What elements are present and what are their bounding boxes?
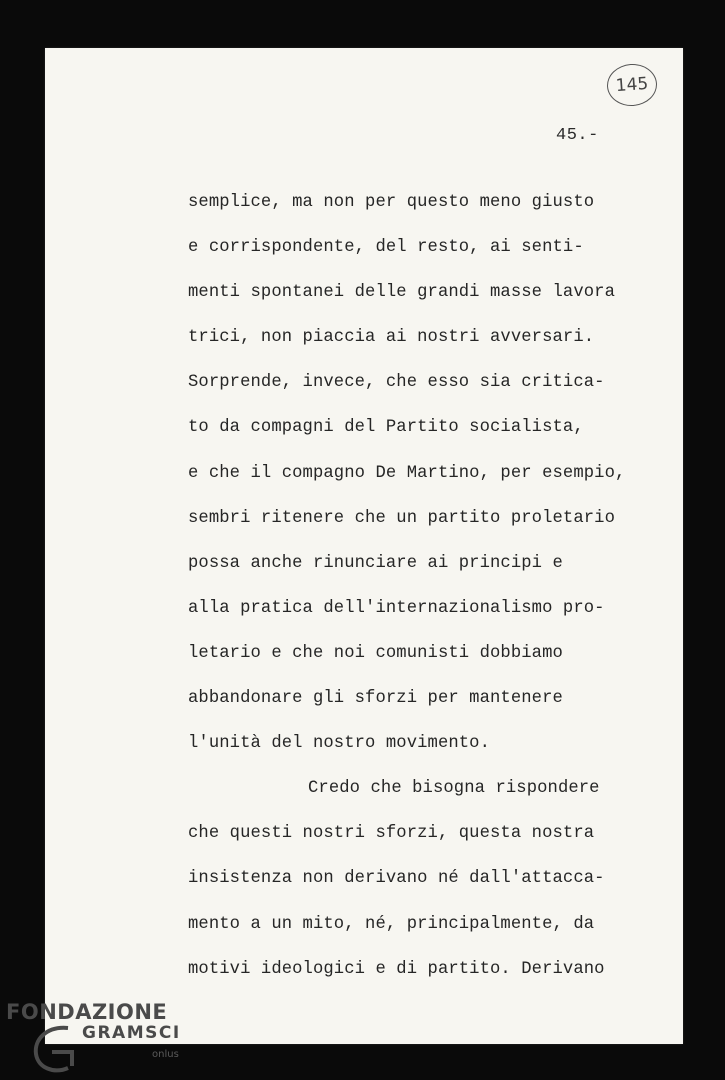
- page-number: 45.-: [556, 126, 599, 145]
- text-line: to da compagni del Partito socialista,: [188, 418, 584, 438]
- text-line: l'unità del nostro movimento.: [188, 734, 491, 754]
- text-line: e corrispondente, del resto, ai senti-: [188, 238, 584, 258]
- text-line: che questi nostri sforzi, questa nostra: [188, 824, 595, 844]
- text-line: e che il compagno De Martino, per esempio,: [188, 463, 626, 483]
- text-line: mento a un mito, né, principalmente, da: [188, 914, 595, 934]
- text-line: motivi ideologici e di partito. Derivano: [188, 959, 605, 979]
- logo-swirl-icon: [28, 1022, 88, 1078]
- text-line: possa anche rinunciare ai principi e: [188, 553, 563, 573]
- logo-text-onlus: onlus: [152, 1049, 179, 1060]
- archive-number-stamp: 145: [606, 62, 659, 107]
- text-line: abbandonare gli sforzi per mantenere: [188, 689, 563, 709]
- text-line: menti spontanei delle grandi masse lavora: [188, 283, 615, 303]
- logo-text-gramsci: GRAMSCI: [82, 1023, 181, 1043]
- fondazione-gramsci-logo: [6, 1000, 206, 1076]
- typewritten-text: [188, 188, 684, 1000]
- text-line: sembri ritenere che un partito proletario: [188, 508, 615, 528]
- logo-text-fondazione: FONDAZIONE: [6, 1000, 168, 1024]
- text-line: insistenza non derivano né dall'attacca-: [188, 869, 605, 889]
- text-line: semplice, ma non per questo meno giusto: [188, 193, 595, 212]
- text-line: alla pratica dell'internazionalismo pro-: [188, 598, 605, 618]
- text-line: trici, non piaccia ai nostri avversari.: [188, 328, 595, 348]
- text-line: Credo che bisogna rispondere: [308, 779, 600, 799]
- text-line: Sorprende, invece, che esso sia critica-: [188, 373, 605, 393]
- text-line: letario e che noi comunisti dobbiamo: [188, 643, 563, 663]
